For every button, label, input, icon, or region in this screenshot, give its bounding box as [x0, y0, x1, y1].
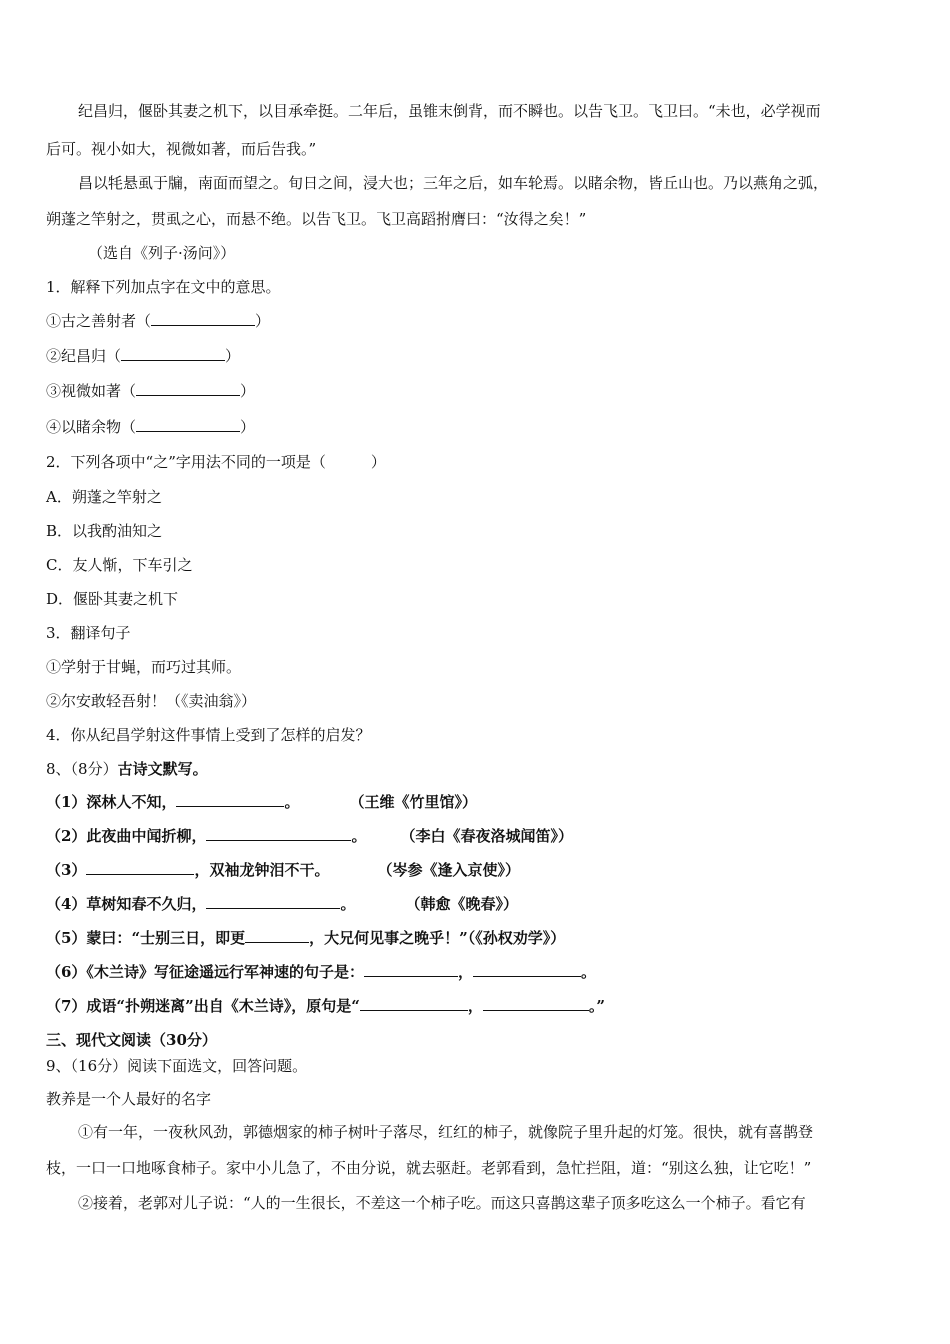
q2-stem: 2．下列各项中“之”字用法不同的一项是（ ）	[46, 453, 386, 471]
q9-stem: 9、（16分）阅读下面选文，回答问题。	[46, 1057, 308, 1075]
answer-blank[interactable]	[245, 928, 309, 943]
passage-source: （选自《列子·汤问》）	[88, 244, 236, 262]
section-3-title: 三、现代文阅读（30分）	[46, 1031, 217, 1049]
q8-line-6: （6）《木兰诗》写征途遥远行军神速的句子是： ， 。	[46, 963, 596, 981]
q8-header: 8、（8分）古诗文默写。	[46, 760, 208, 778]
q2-option-c[interactable]: C．友人惭，下车引之	[46, 556, 193, 574]
answer-blank[interactable]	[151, 311, 255, 326]
passage-paragraph-1-line-2: 后可。视小如大，视微如著，而后告我。”	[46, 140, 317, 158]
q1-stem: 1．解释下列加点字在文中的意思。	[46, 278, 281, 296]
essay-title: 教养是一个人最好的名字	[46, 1090, 212, 1108]
answer-blank[interactable]	[121, 346, 225, 361]
q2-option-d[interactable]: D．偃卧其妻之机下	[46, 590, 179, 608]
q8-line-2: （2）此夜曲中闻折柳， 。 （李白《春夜洛城闻笛》）	[46, 827, 573, 845]
answer-blank[interactable]	[136, 381, 240, 396]
q1-item: ④以睹余物（ ）	[46, 418, 256, 436]
answer-blank[interactable]	[473, 962, 581, 977]
q8-line-5: （5）蒙曰：“士别三日，即更 ，大兄何见事之晚乎！”（《孙权劝学》）	[46, 929, 566, 947]
essay-paragraph-1-line-1: ①有一年，一夜秋风劲，郭德烟家的柿子树叶子落尽，红红的柿子，就像院子里升起的灯笼。很快，就有喜鹊登	[78, 1123, 814, 1141]
answer-blank[interactable]	[483, 996, 589, 1011]
essay-paragraph-1-line-2: 枝，一口一口地啄食柿子。家中小儿急了，不由分说，就去驱赶。老郭看到，急忙拦阻，道：“别这么独，让它吃！”	[46, 1159, 812, 1177]
q1-item: ②纪昌归（ ）	[46, 347, 241, 365]
q1-item: ①古之善射者（ ）	[46, 312, 271, 330]
answer-blank[interactable]	[136, 417, 240, 432]
answer-blank[interactable]	[176, 792, 284, 807]
q8-line-1: （1）深林人不知， 。 （王维《竹里馆》）	[46, 793, 477, 811]
answer-blank[interactable]	[206, 894, 340, 909]
passage-paragraph-2-line-2: 朔蓬之竿射之，贯虱之心，而悬不绝。以告飞卫。飞卫高蹈拊膺曰：“汝得之矣！”	[46, 210, 587, 228]
answer-blank[interactable]	[364, 962, 458, 977]
answer-blank[interactable]	[206, 826, 351, 841]
essay-paragraph-2-line-1: ②接着，老郭对儿子说：“人的一生很长，不差这一个柿子吃。而这只喜鹊这辈子顶多吃这么一个柿子。看它有	[78, 1194, 806, 1212]
q2-option-b[interactable]: B．以我酌油知之	[46, 522, 163, 540]
q4-stem: 4．你从纪昌学射这件事情上受到了怎样的启发？	[46, 726, 371, 744]
q2-option-a[interactable]: A．朔蓬之竿射之	[46, 488, 162, 506]
passage-paragraph-1-line-1: 纪昌归，偃卧其妻之机下，以目承牵挺。二年后，虽锥末倒背，而不瞬也。以告飞卫。飞卫曰。“未也，必学视而	[78, 102, 821, 120]
q3-item: ②尔安敢轻吾射！（《卖油翁》）	[46, 692, 257, 710]
passage-paragraph-2-line-1: 昌以牦悬虱于牖，南面而望之。旬日之间，浸大也；三年之后，如车轮焉。以睹余物，皆丘山也。乃以燕角之弧，	[78, 174, 829, 192]
q8-line-4: （4）草树知春不久归， 。 （韩愈《晚春》）	[46, 895, 518, 913]
q3-stem: 3．翻译句子	[46, 624, 131, 642]
q8-line-7: （7）成语“扑朔迷离”出自《木兰诗》，原句是“ ， 。”	[46, 997, 605, 1015]
q8-line-3: （3） ，双袖龙钟泪不干。 （岑参《逢入京使》）	[46, 861, 520, 879]
q3-item: ①学射于甘蝇，而巧过其师。	[46, 658, 242, 676]
answer-blank[interactable]	[86, 860, 194, 875]
q1-item: ③视微如著（ ）	[46, 382, 256, 400]
answer-blank[interactable]	[360, 996, 468, 1011]
